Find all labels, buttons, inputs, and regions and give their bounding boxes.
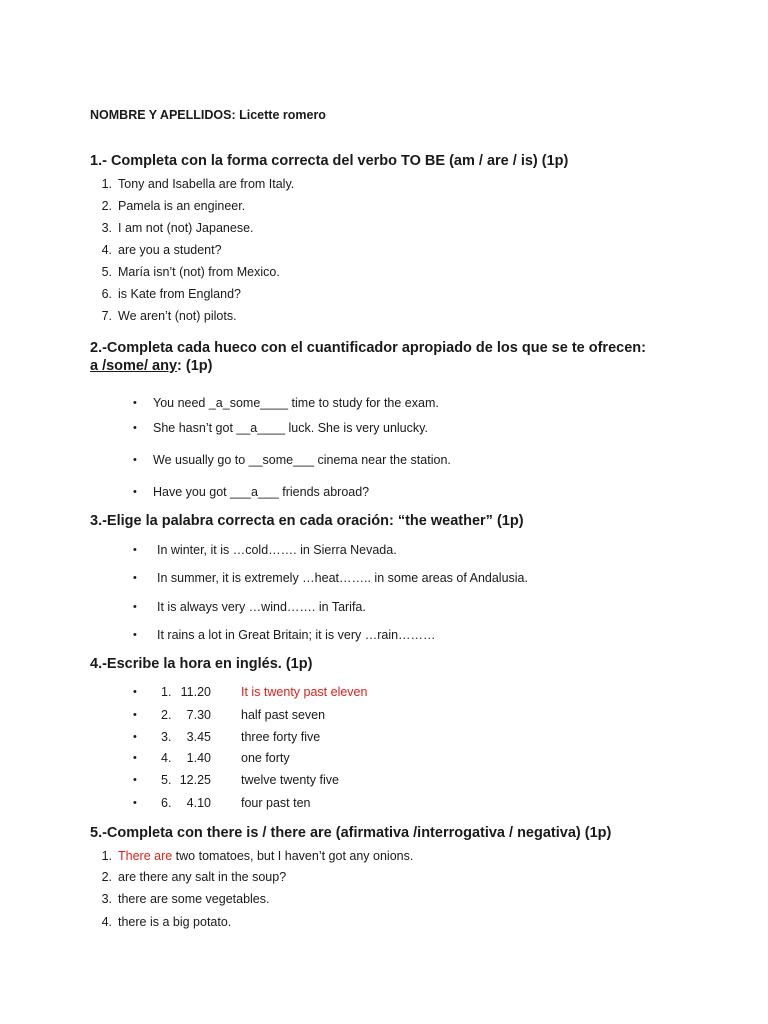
section-4-title: 4.-Escribe la hora en inglés. (1p): [90, 656, 313, 672]
item-text: Have you got ___a___ friends abroad?: [153, 485, 370, 499]
item-number: 2.: [101, 199, 112, 213]
item-text: It rains a lot in Great Britain; it is very …rain………: [157, 628, 436, 642]
item-number: 2.: [101, 870, 112, 884]
name-label: NOMBRE Y APELLIDOS:: [90, 108, 236, 122]
section-2-points: : (1p): [177, 358, 213, 374]
time-answer: four past ten: [241, 796, 311, 810]
item-number: 5.: [161, 773, 172, 787]
item-number: 4.: [161, 751, 172, 765]
section-2-subtitle: [90, 358, 212, 374]
time-answer: three forty five: [241, 730, 321, 744]
item-text: two tomatoes, but I haven’t got any onions.: [172, 849, 414, 863]
item-number: 1.: [101, 177, 112, 191]
item-number: 3.: [101, 892, 112, 906]
item-text: She hasn’t got __a____ luck. She is very unlucky.: [153, 421, 428, 435]
item-text: there is a big potato.: [118, 915, 232, 929]
item-text: María isn’t (not) from Mexico.: [118, 265, 280, 279]
item-number: 1.: [101, 849, 112, 863]
item-number: 7.: [101, 309, 112, 323]
item-number: 5.: [101, 265, 112, 279]
quantifier-options: a /some/ any: [90, 358, 178, 374]
time-answer: It is twenty past eleven: [241, 685, 368, 699]
time-value: 7.30: [186, 708, 211, 722]
time-value: 11.20: [180, 685, 211, 699]
item-text: We aren’t (not) pilots.: [118, 309, 237, 323]
item-text: I am not (not) Japanese.: [118, 221, 254, 235]
item-number: 4.: [101, 243, 112, 257]
item-text: are you a student?: [118, 243, 222, 257]
bullet-icon: •: [133, 422, 137, 434]
bullet-icon: •: [133, 397, 137, 409]
item-text: In summer, it is extremely …heat…….. in some areas of Andalusia.: [157, 571, 528, 585]
bullet-icon: •: [133, 709, 137, 721]
bullet-icon: •: [133, 629, 137, 641]
bullet-icon: •: [133, 752, 137, 764]
item-text: We usually go to __some___ cinema near the station.: [153, 453, 451, 467]
item-text: Pamela is an engineer.: [118, 199, 246, 213]
bullet-icon: •: [133, 454, 137, 466]
item-text: are there any salt in the soup?: [118, 870, 287, 884]
item-number: 3.: [101, 221, 112, 235]
section-1-title: 1.- Completa con la forma correcta del verbo TO BE (am / are / is) (1p): [90, 153, 569, 169]
item-answer-highlight: There are: [118, 849, 173, 863]
item-text: is Kate from England?: [118, 287, 241, 301]
section-5-title: 5.-Completa con there is / there are (afirmativa /interrogativa / negativa) (1p): [90, 825, 612, 841]
item-text: It is always very …wind……. in Tarifa.: [157, 600, 366, 614]
time-value: 1.40: [186, 751, 211, 765]
student-name: Licette romero: [239, 108, 326, 122]
name-line: [90, 108, 326, 122]
item-text: In winter, it is …cold……. in Sierra Nevada.: [157, 543, 397, 557]
time-value: 3.45: [186, 730, 211, 744]
time-answer: half past seven: [241, 708, 326, 722]
item-number: 2.: [161, 708, 172, 722]
section-2-title: 2.-Completa cada hueco con el cuantificador apropiado de los que se te ofrecen:: [90, 340, 646, 356]
bullet-icon: •: [133, 731, 137, 743]
bullet-icon: •: [133, 601, 137, 613]
time-value: 12.25: [179, 773, 211, 787]
item-number: 6.: [101, 287, 112, 301]
item-number: 3.: [161, 730, 172, 744]
bullet-icon: •: [133, 544, 137, 556]
item-number: 6.: [161, 796, 172, 810]
bullet-icon: •: [133, 686, 137, 698]
bullet-icon: •: [133, 572, 137, 584]
item-text: Tony and Isabella are from Italy.: [118, 177, 295, 191]
item-number: 1.: [161, 685, 172, 699]
bullet-icon: •: [133, 797, 137, 809]
item-number: 4.: [101, 915, 112, 929]
item-text: You need _a_some____ time to study for the exam.: [153, 396, 439, 410]
time-answer: one forty: [241, 751, 290, 765]
time-answer: twelve twenty five: [241, 773, 339, 787]
item-text: there are some vegetables.: [118, 892, 270, 906]
time-value: 4.10: [186, 796, 211, 810]
section-3-title: 3.-Elige la palabra correcta en cada oración: “the weather” (1p): [90, 513, 524, 529]
bullet-icon: •: [133, 774, 137, 786]
bullet-icon: •: [133, 486, 137, 498]
